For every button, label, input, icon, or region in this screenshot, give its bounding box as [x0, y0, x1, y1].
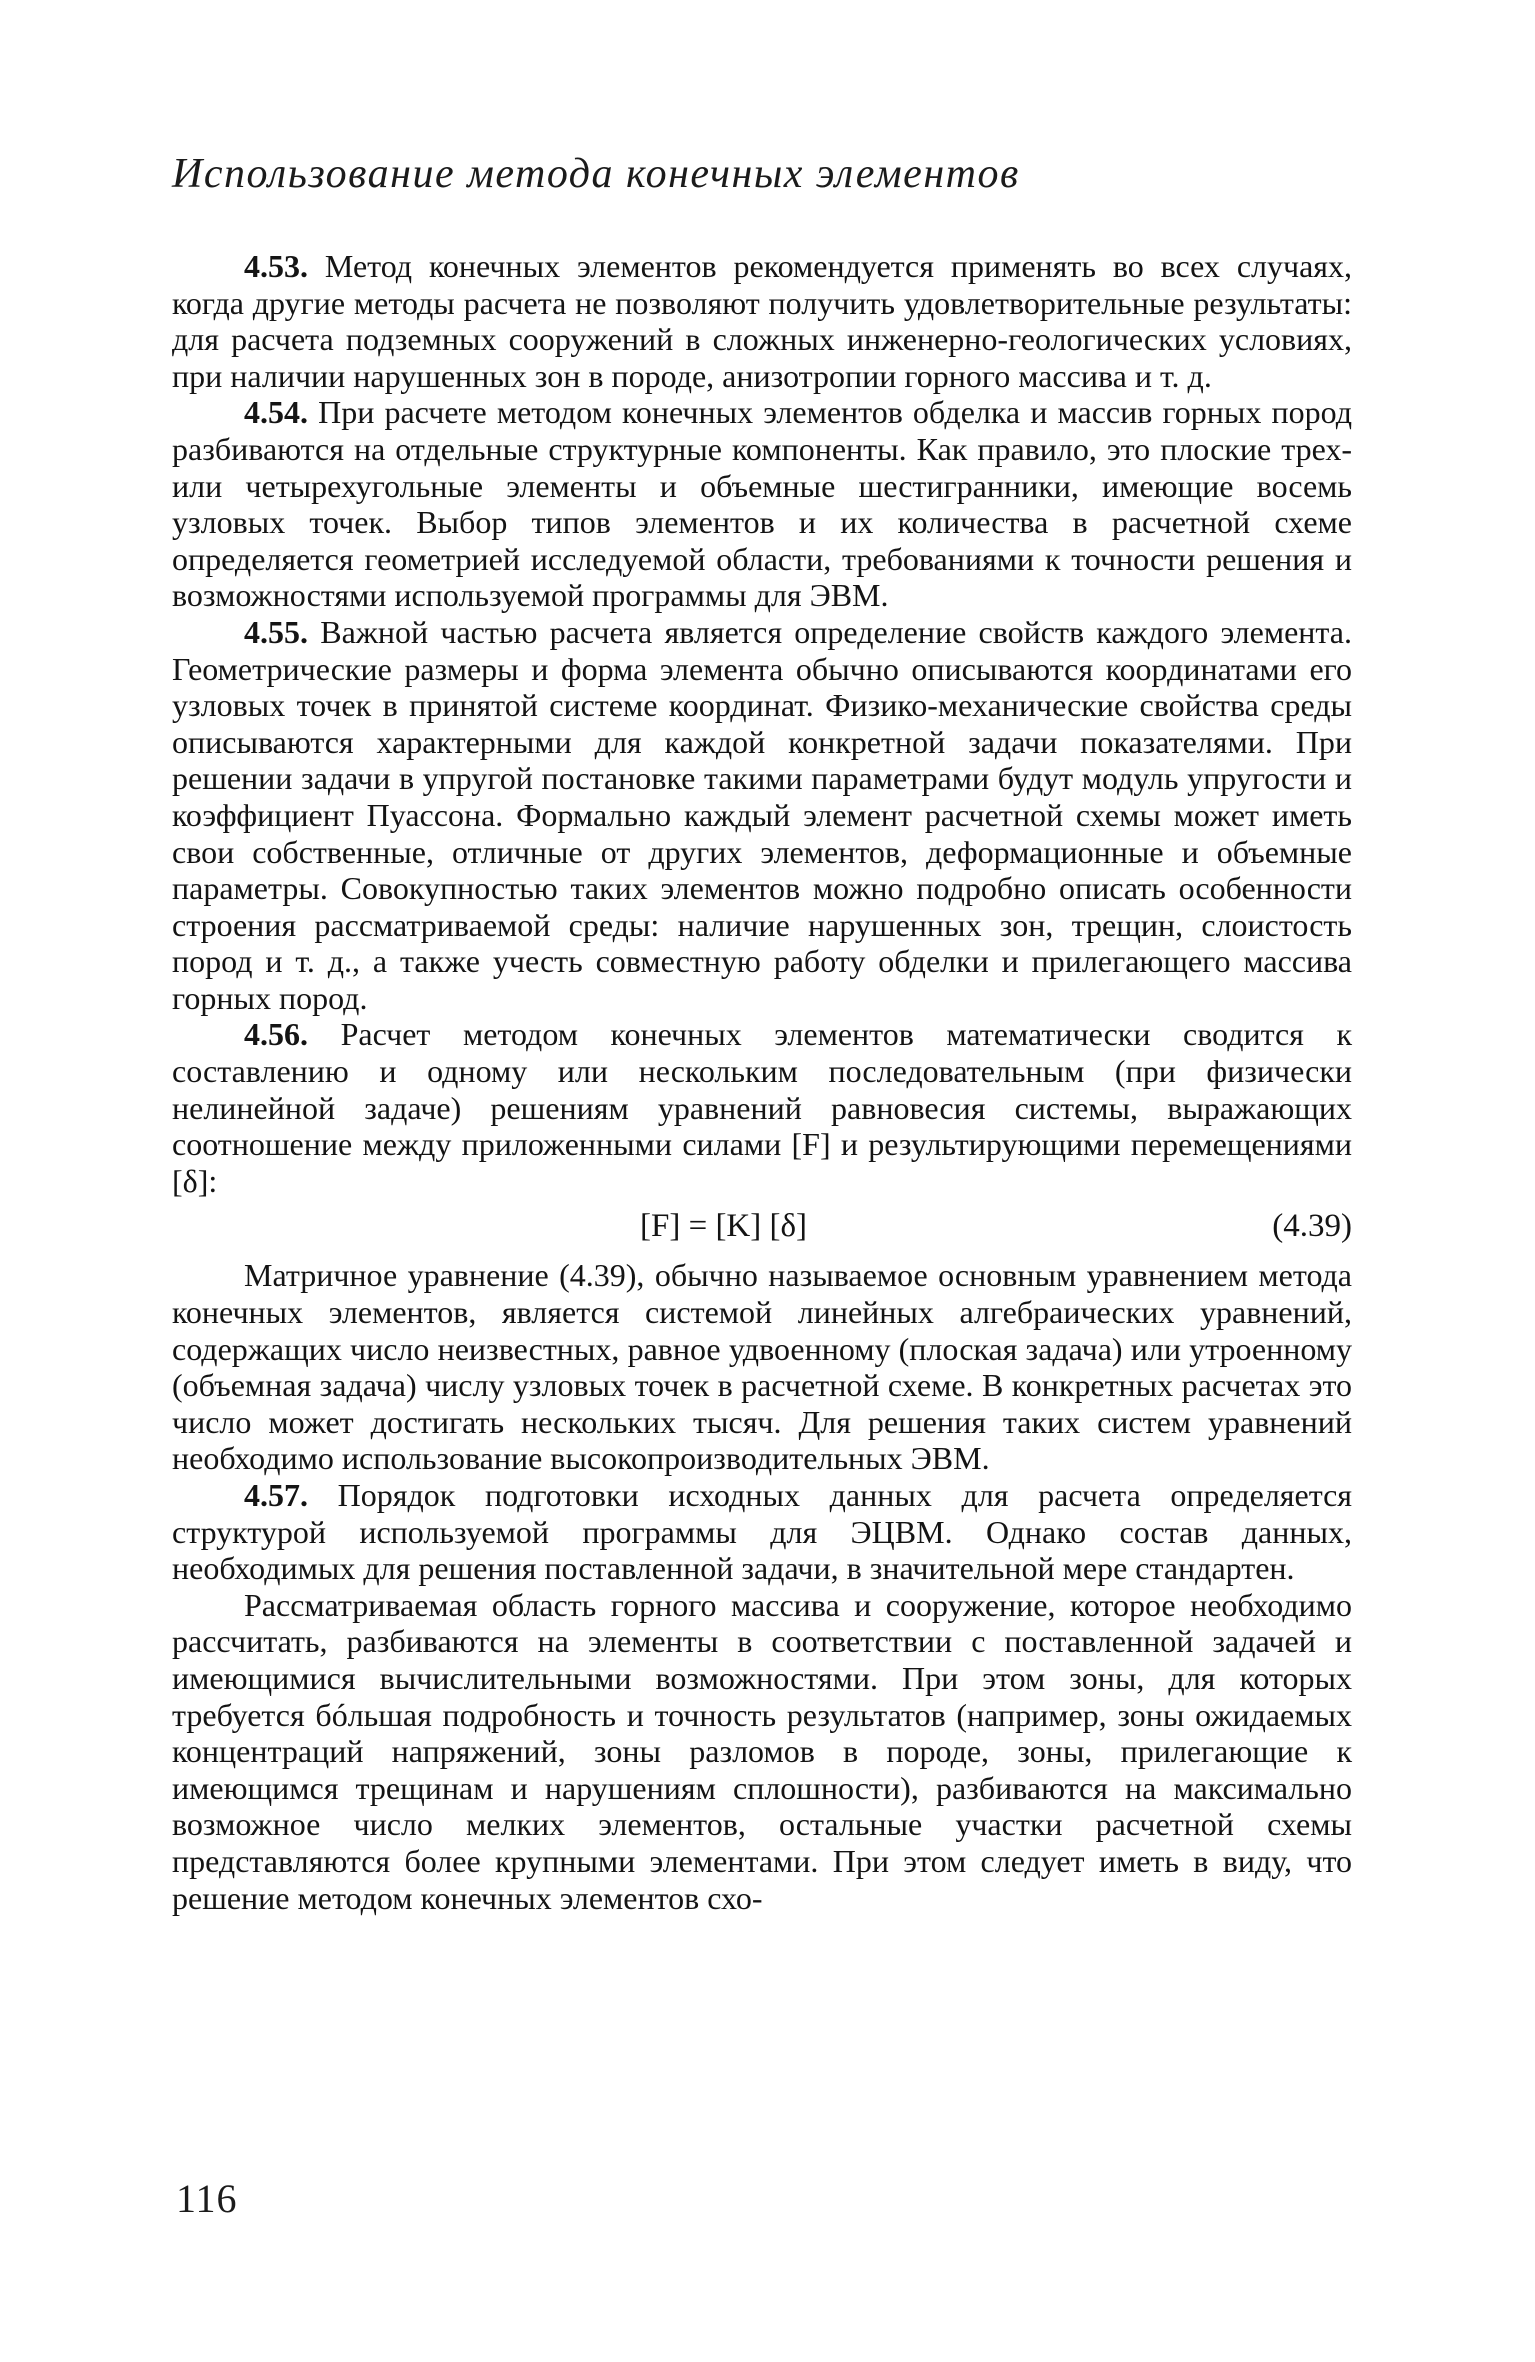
equation-expression: [F] = [K] [δ]: [640, 1208, 808, 1245]
paragraph-matrix-equation: [172, 1257, 1352, 1477]
page-body: [172, 248, 1352, 1916]
paragraph-text: Порядок подготовки исходных данных для расчета определяется структурой используемой программы для ЭЦВМ. Однако состав данных, необходимых для решения поставленной задачи, в значительной мере стандартен.: [172, 1477, 1353, 1587]
paragraph-text: Расчет методом конечных элементов математически сводится к составлению и одному или нескольким последовательным (при физически нелинейной задаче) решениям уравнений равновесия системы, выражающих соотношение между приложенными силами [F] и результирующими перемещениями [δ]:: [172, 1016, 1353, 1199]
equation-number: (4.39): [1272, 1208, 1352, 1245]
page-number: 116: [176, 2176, 238, 2221]
paragraph-number: 4.53.: [244, 248, 308, 284]
paragraph-4-55: [172, 614, 1352, 1017]
paragraph-number: 4.57.: [244, 1477, 308, 1513]
paragraph-text: Метод конечных элементов рекомендуется применять во всех случаях, когда другие методы расчета не позволяют получить удовлетворительные результаты: для расчета подземных сооружений в сложных инженерно-геологических условиях, при наличии нарушенных зон в породе, анизотропии горного массива и т. д.: [172, 248, 1353, 394]
paragraph-text: При расчете методом конечных элементов обделка и массив горных пород разбиваются на отдельные структурные компоненты. Как правило, это плоские трех- или четырехугольные элементы и объемные шестигранники, имеющие восемь узловых точек. Выбор типов элементов и их количества в расчетной схеме определяется геометрией исследуемой области, требованиями к точности решения и возможностями используемой программы для ЭВМ.: [172, 394, 1353, 614]
paragraph-text: Важной частью расчета является определение свойств каждого элемента. Геометрические размеры и форма элемента обычно описываются координатами его узловых точек в принятой системе координат. Физико-механические свойства среды описываются характерными для каждой конкретной задачи показателями. При решении задачи в упругой постановке такими параметрами будут модуль упругости и коэффициент Пуассона. Формально каждый элемент расчетной схемы может иметь свои собственные, отличные от других элементов, деформационные и объемные параметры. Совокупностью таких элементов можно подробно описать особенности строения рассматриваемой среды: наличие нарушенных зон, трещин, слоистость пород и т. д., а также учесть совместную работу обделки и прилегающего массива горных пород.: [172, 613, 1352, 1016]
paragraph-4-54: [172, 394, 1352, 614]
paragraph-text: Рассматриваемая область горного массива и сооружение, которое необходимо рассчитать, разбиваются на элементы в соответствии с поставленной задачей и имеющимися вычислительными возможностями. При этом зоны, для которых требуется бóльшая подробность и точность результатов (например, зоны ожидаемых концентраций напряжений, зоны разломов в породе, зоны, прилегающие к имеющимся трещинам и нарушениям сплошности), разбиваются на максимально возможное число мелких элементов, остальные участки расчетной схемы представляются более крупными элементами. При этом следует иметь в виду, что решение методом конечных элементов схо-: [172, 1586, 1352, 1916]
paragraph-discretization: [172, 1587, 1352, 1916]
paragraph-4-53: [172, 248, 1352, 394]
paragraph-4-57: [172, 1477, 1352, 1587]
paragraph-text: Матричное уравнение (4.39), обычно называемое основным уравнением метода конечных элементов, является системой линейных алгебраических уравнений, содержащих число неизвестных, равное удвоенному (плоская задача) или утроенному (объемная задача) числу узловых точек в расчетной схеме. В конкретных расчетах это число может достигать нескольких тысяч. Для решения таких систем уравнений необходимо использование высокопроизводительных ЭВМ.: [172, 1257, 1352, 1477]
paragraph-number: 4.54.: [244, 394, 308, 431]
section-heading: Использование метода конечных элементов: [172, 151, 1020, 197]
equation-4-39: [172, 1201, 1352, 1251]
paragraph-4-56: [172, 1016, 1352, 1199]
paragraph-number: 4.56.: [244, 1016, 308, 1053]
paragraph-number: 4.55.: [244, 613, 308, 650]
